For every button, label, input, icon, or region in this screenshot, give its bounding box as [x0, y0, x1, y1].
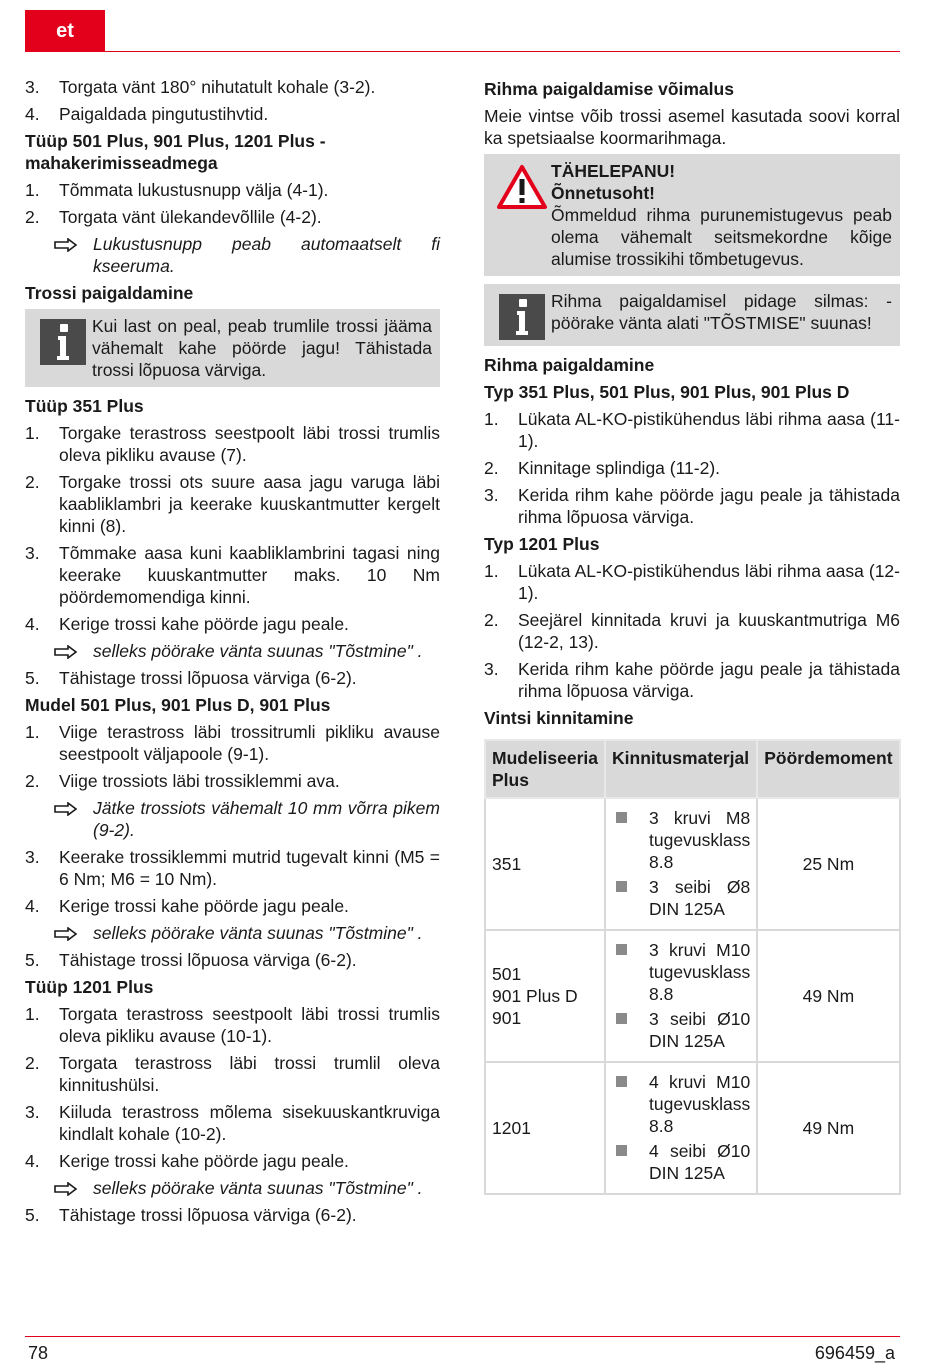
section-heading: Rihma paigaldamine — [484, 355, 655, 375]
paragraph: Meie vintse võib trossi asemel kasutada soovi korral ka spetsiaalse koormarihmaga. — [484, 106, 900, 148]
step-number: 3. — [25, 77, 40, 97]
right-column — [484, 76, 900, 1195]
bullet-square-icon — [616, 1145, 627, 1156]
step-text: Torgake terastross seestpoolt läbi trossi trumlis oleva pikliku avause (7). — [59, 423, 440, 465]
step-text: Tähistage trossi lõpuosa värviga (6-2). — [59, 1205, 357, 1225]
result-item — [25, 797, 440, 841]
left-column — [25, 76, 440, 1231]
step-number: 1. — [484, 561, 499, 581]
footer-rule — [25, 1336, 900, 1337]
step-number: 5. — [25, 950, 40, 970]
list-item — [25, 422, 440, 466]
material-item: 3 seibi Ø10 DIN 125A — [649, 1009, 751, 1051]
step-number: 1. — [25, 180, 40, 200]
table-row — [485, 798, 900, 930]
material-cell — [605, 1062, 757, 1194]
info-icon — [40, 319, 86, 365]
result-item — [25, 640, 440, 662]
warning-note — [484, 154, 900, 276]
step-text: Kerida rihm kahe pöörde jagu peale ja tähistada rihma lõpuosa värviga. — [518, 659, 900, 701]
step-number: 4. — [25, 614, 40, 634]
step-number: 3. — [25, 1102, 40, 1122]
list-item — [484, 457, 900, 479]
step-text: Keerake trossiklemmi mutrid tugevalt kinni (M5 = 6 Nm; M6 = 10 Nm). — [59, 847, 440, 889]
bullet-square-icon — [616, 881, 627, 892]
result-arrow-icon — [25, 922, 93, 944]
model-cell: 1201 — [485, 1062, 605, 1194]
model-cell: 351 — [485, 798, 605, 930]
list-item — [25, 179, 440, 201]
list-item — [25, 76, 440, 98]
table-header: Pöördemoment — [757, 740, 899, 798]
step-text: Lükata AL-KO-pistikühendus läbi rihma aasa (12-1). — [518, 561, 900, 603]
step-text: Torgake trossi ots suure aasa jagu varuga läbi kaabliklambri ja keerake kuuskantmutter kergelt kinni (8). — [59, 472, 440, 536]
list-item — [25, 542, 440, 608]
page-number: 78 — [28, 1343, 49, 1363]
list-item — [484, 484, 900, 528]
step-number: 3. — [25, 847, 40, 867]
warning-triangle-icon — [496, 164, 548, 210]
material-cell — [605, 798, 757, 930]
table-row — [485, 1062, 900, 1194]
step-number: 1. — [25, 423, 40, 443]
section-heading: Tüüp 1201 Plus — [25, 977, 154, 997]
list-item — [25, 1150, 440, 1172]
language-tab: et — [25, 10, 105, 52]
step-number: 4. — [25, 1151, 40, 1171]
step-text: Torgata vänt ülekandevõllile (4-2). — [59, 207, 322, 227]
info-note — [25, 309, 440, 387]
model-cell: 501 901 Plus D 901 — [485, 930, 605, 1062]
result-text: selleks pöörake vänta suunas "Tõstmine" . — [93, 1178, 423, 1198]
list-item — [25, 895, 440, 917]
list-item — [484, 658, 900, 702]
info-icon — [499, 294, 545, 340]
step-number: 2. — [25, 472, 40, 492]
section-heading: Typ 351 Plus, 501 Plus, 901 Plus, 901 Plus D — [484, 382, 850, 402]
material-item: 3 kruvi M10 tugevusklass 8.8 — [649, 940, 751, 1004]
step-text: Seejärel kinnitada kruvi ja kuuskantmutriga M6 (12-2, 13). — [518, 610, 900, 652]
step-text: Tõmmake aasa kuni kaabliklambrini tagasi ning keerake kuuskantmutter maks. 10 Nm pöördemomendiga kinni. — [59, 543, 440, 607]
result-arrow-icon — [25, 640, 93, 662]
step-text: Torgata terastross seestpoolt läbi trossi trumlis oleva pikliku avause (10-1). — [59, 1004, 440, 1046]
list-item — [25, 1052, 440, 1096]
list-item — [25, 667, 440, 689]
bullet-square-icon — [616, 812, 627, 823]
step-number: 1. — [484, 409, 499, 429]
bullet-square-icon — [616, 1076, 627, 1087]
result-arrow-icon — [25, 233, 93, 277]
list-item — [25, 770, 440, 792]
section-heading: Rihma paigaldamise võimalus — [484, 79, 734, 99]
step-number: 2. — [25, 771, 40, 791]
section-heading: Vintsi kinnitamine — [484, 708, 634, 728]
step-number: 1. — [25, 722, 40, 742]
header-rule — [105, 51, 900, 52]
step-text: Tõmmata lukustusnupp välja (4-1). — [59, 180, 329, 200]
step-text: Torgata vänt 180° nihutatult kohale (3-2). — [59, 77, 376, 97]
list-item — [484, 408, 900, 452]
bullet-square-icon — [616, 1013, 627, 1024]
material-cell — [605, 930, 757, 1062]
fastening-table — [484, 739, 901, 1195]
torque-cell: 49 Nm — [757, 930, 899, 1062]
note-text: Kui last on peal, peab trumlile trossi jääma vähemalt kahe pöörde jagu! Tähistada trossi lõpuosa värviga. — [92, 316, 432, 380]
step-number: 2. — [25, 1053, 40, 1073]
result-item — [25, 233, 440, 277]
step-text: Viige terastross läbi trossitrumli pikliku avause seestpoolt väljapoole (9-1). — [59, 722, 440, 764]
document-number: 696459_a — [814, 1343, 895, 1363]
step-number: 3. — [25, 543, 40, 563]
step-number: 5. — [25, 668, 40, 688]
step-text: Paigaldada pingutustihvtid. — [59, 104, 269, 124]
table-header: Kinnitusmaterjal — [605, 740, 757, 798]
table-header: Mudeliseeria Plus — [485, 740, 605, 798]
list-item — [484, 609, 900, 653]
table-row — [485, 930, 900, 1062]
section-heading: Trossi paigaldamine — [25, 283, 194, 303]
section-heading: Typ 1201 Plus — [484, 534, 600, 554]
step-number: 4. — [25, 896, 40, 916]
result-text: selleks pöörake vänta suunas "Tõstmine" . — [93, 641, 423, 661]
warning-text: Õmmeldud rihma purunemistugevus peab olema vähemalt seitsmekordne kõige alumise trossikihi tõmbetugevus. — [551, 205, 892, 269]
step-text: Kerige trossi kahe pöörde jagu peale. — [59, 896, 349, 916]
torque-cell: 25 Nm — [757, 798, 899, 930]
material-item: 4 seibi Ø10 DIN 125A — [649, 1141, 751, 1183]
step-number: 1. — [25, 1004, 40, 1024]
material-item: 3 seibi Ø8 DIN 125A — [649, 877, 751, 919]
list-item — [25, 1003, 440, 1047]
material-item: 3 kruvi M8 tugevusklass 8.8 — [649, 808, 751, 872]
list-item — [25, 721, 440, 765]
bullet-square-icon — [616, 944, 627, 955]
step-number: 2. — [484, 610, 499, 630]
step-number: 5. — [25, 1205, 40, 1225]
note-text: Rihma paigaldamisel pidage silmas: - pöörake vänta alati "TÕSTMISE" suunas! — [551, 291, 892, 333]
list-item — [25, 471, 440, 537]
torque-cell: 49 Nm — [757, 1062, 899, 1194]
step-text: Viige trossiots läbi trossiklemmi ava. — [59, 771, 340, 791]
step-text: Kinnitage splindiga (11-2). — [518, 458, 721, 478]
result-item — [25, 922, 440, 944]
list-item — [25, 949, 440, 971]
section-heading: Tüüp 351 Plus — [25, 396, 144, 416]
result-arrow-icon — [25, 797, 93, 841]
list-item — [484, 560, 900, 604]
step-number: 3. — [484, 485, 499, 505]
step-text: Tähistage trossi lõpuosa värviga (6-2). — [59, 668, 357, 688]
section-heading: Mudel 501 Plus, 901 Plus D, 901 Plus — [25, 695, 331, 715]
step-text: Kerige trossi kahe pöörde jagu peale. — [59, 1151, 349, 1171]
list-item — [25, 1204, 440, 1226]
step-text: Kiiluda terastross mõlema sisekuuskantkruviga kindlalt kohale (10-2). — [59, 1102, 440, 1144]
section-heading: Tüüp 501 Plus, 901 Plus, 1201 Plus - mahakerimisseadmega — [25, 131, 326, 173]
step-text: Kerige trossi kahe pöörde jagu peale. — [59, 614, 349, 634]
warning-title: TÄHELEPANU! — [551, 161, 676, 181]
step-text: Kerida rihm kahe pöörde jagu peale ja tähistada rihma lõpuosa värviga. — [518, 485, 900, 527]
list-item — [25, 103, 440, 125]
result-text: Lukustusnupp peab automaatselt fi kseeruma. — [93, 234, 440, 276]
step-number: 2. — [25, 207, 40, 227]
step-text: Tähistage trossi lõpuosa värviga (6-2). — [59, 950, 357, 970]
warning-subtitle: Õnnetusoht! — [551, 183, 656, 203]
result-text: Jätke trossiots vähemalt 10 mm võrra pikem (9-2). — [93, 798, 440, 840]
result-text: selleks pöörake vänta suunas "Tõstmine" . — [93, 923, 423, 943]
step-text: Torgata terastross läbi trossi trumlil oleva kinnitushülsi. — [59, 1053, 440, 1095]
list-item — [25, 206, 440, 228]
result-arrow-icon — [25, 1177, 93, 1199]
info-note — [484, 284, 900, 346]
step-number: 4. — [25, 104, 40, 124]
list-item — [25, 1101, 440, 1145]
step-text: Lükata AL-KO-pistikühendus läbi rihma aasa (11-1). — [518, 409, 900, 451]
step-number: 3. — [484, 659, 499, 679]
list-item — [25, 613, 440, 635]
step-number: 2. — [484, 458, 499, 478]
material-item: 4 kruvi M10 tugevusklass 8.8 — [649, 1072, 751, 1136]
result-item — [25, 1177, 440, 1199]
list-item — [25, 846, 440, 890]
